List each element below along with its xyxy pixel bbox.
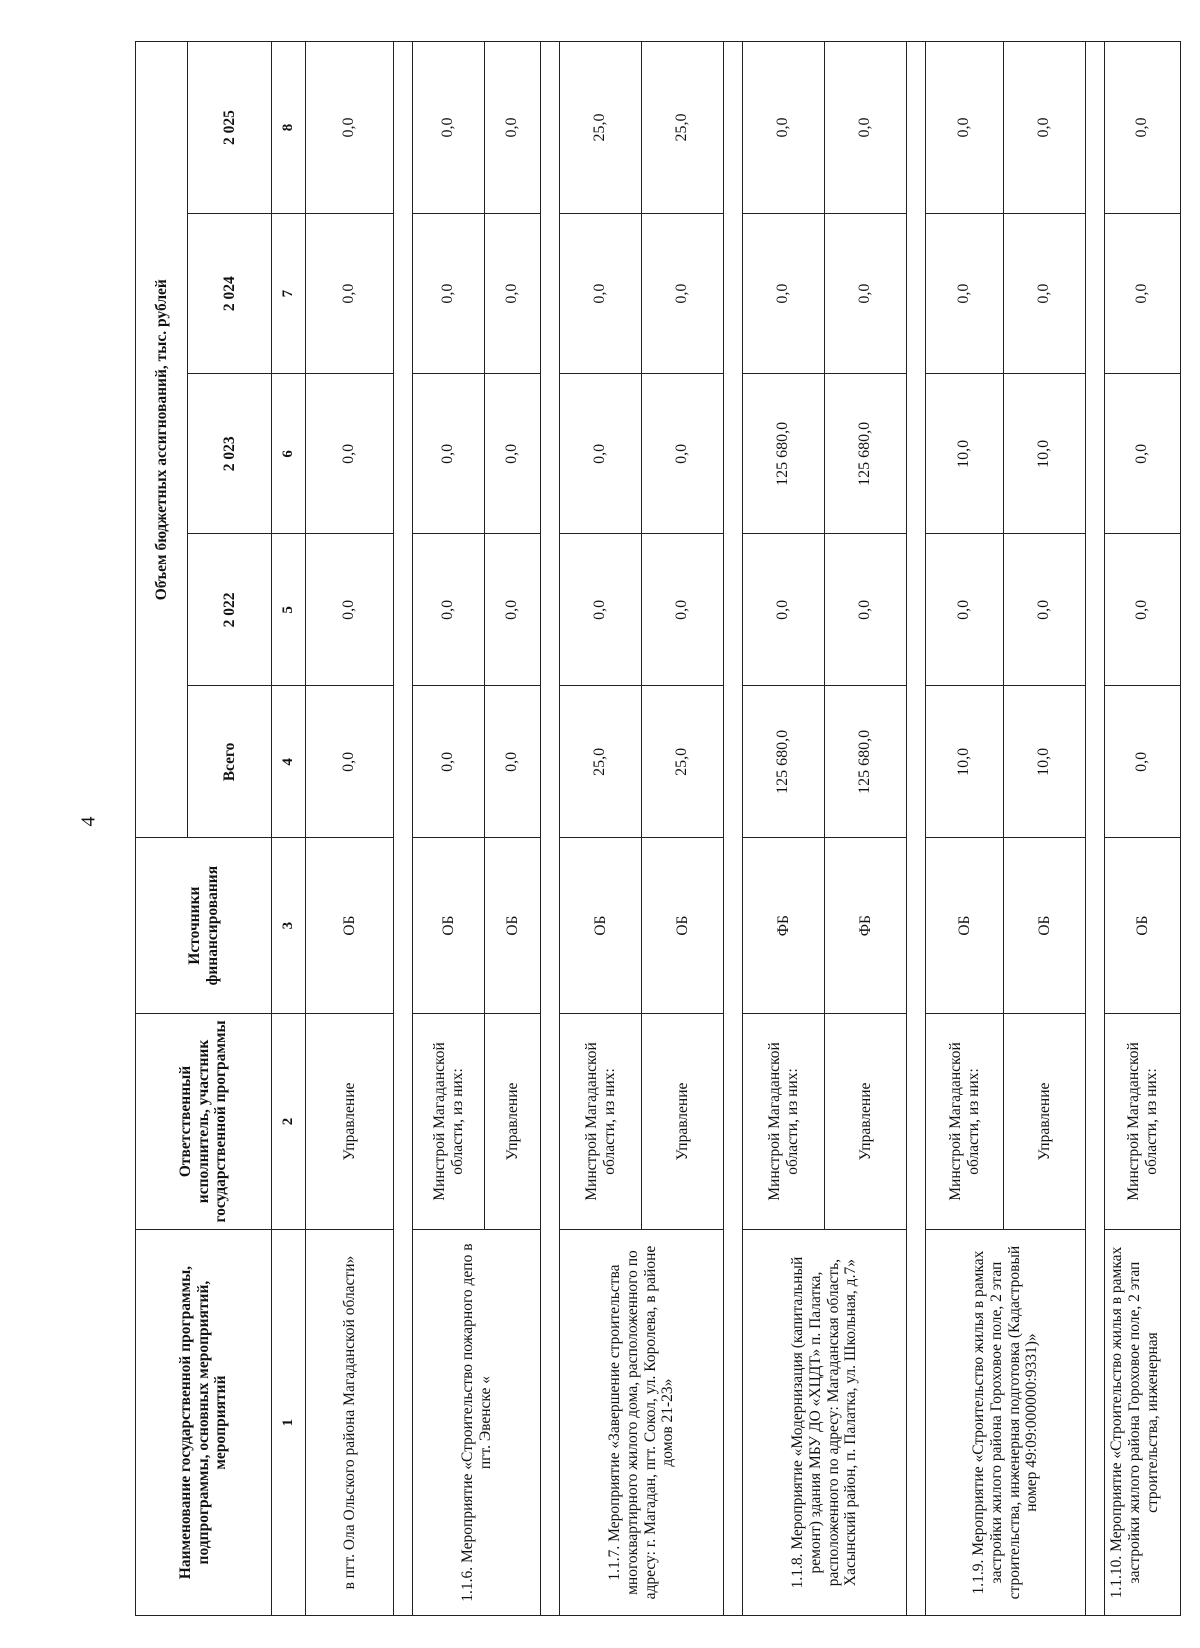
table-row: [743, 42, 825, 1616]
row-name: 1.1.8. Мероприятие «Модернизация (капитальный ремонт) здания МБУ ДО «ХЦДТ» п. Палатка, расположенного по адресу: Магаданская область, Хасынский район, п. Палатка, ул. Школьная, д.7»: [743, 1230, 907, 1616]
row-2024: 0,0: [306, 214, 394, 374]
table-row: [926, 42, 1004, 1616]
row-2023: 0,0: [1105, 374, 1181, 534]
page-number: 4: [77, 816, 100, 827]
row-2025: 0,0: [825, 42, 907, 214]
row-2022: 0,0: [485, 534, 541, 686]
row-total: 0,0: [413, 686, 485, 838]
row-executor: Минстрой Магаданской области, из них:: [743, 1013, 825, 1229]
row-total: 25,0: [642, 686, 724, 838]
row-executor: Управление: [825, 1013, 907, 1229]
row-2023: 0,0: [642, 374, 724, 534]
row-total: 10,0: [926, 686, 1004, 838]
row-name: 1.1.10. Мероприятие «Строительство жилья в рамках застройки жилого района Гороховое поле, 2 этап строительства, инженерная: [1105, 1230, 1181, 1616]
row-2022: 0,0: [413, 534, 485, 686]
row-2024: 0,0: [1105, 214, 1181, 374]
row-2022: 0,0: [560, 534, 642, 686]
row-2024: 0,0: [413, 214, 485, 374]
row-total: 10,0: [1004, 686, 1086, 838]
row-executor: Минстрой Магаданской области, из них:: [926, 1013, 1004, 1229]
table-row: [306, 42, 394, 1616]
row-2025: 25,0: [642, 42, 724, 214]
row-2023: 0,0: [485, 374, 541, 534]
column-number-row: [272, 42, 306, 1616]
column-number: 1: [272, 1230, 306, 1616]
row-2023: 0,0: [560, 374, 642, 534]
header-year-2023: 2 023: [188, 374, 272, 534]
row-2023: 10,0: [1004, 374, 1086, 534]
header-year-2025: 2 025: [188, 42, 272, 214]
row-2022: 0,0: [743, 534, 825, 686]
row-2023: 0,0: [413, 374, 485, 534]
row-name: 1.1.7. Мероприятие «Завершение строительства многоквартирного жилого дома, расположенного по адресу: г. Магадан, пгт. Сокол, ул. Королева, в районе домов 21-23»: [560, 1230, 724, 1616]
column-number: 2: [272, 1013, 306, 1229]
row-executor: Управление: [1004, 1013, 1086, 1229]
row-2025: 0,0: [1004, 42, 1086, 214]
row-source: ФБ: [825, 838, 907, 1013]
table-row: [413, 42, 485, 1616]
row-2022: 0,0: [306, 534, 394, 686]
column-number: 8: [272, 42, 306, 214]
column-number: 7: [272, 214, 306, 374]
row-2024: 0,0: [1004, 214, 1086, 374]
row-2024: 0,0: [825, 214, 907, 374]
row-source: ОБ: [1004, 838, 1086, 1013]
row-source: ОБ: [306, 838, 394, 1013]
row-2022: 0,0: [926, 534, 1004, 686]
header-year-2024: 2 024: [188, 214, 272, 374]
row-name: в пгт. Ола Ольского района Магаданской области»: [306, 1230, 394, 1616]
table-row: [1105, 42, 1181, 1616]
row-executor: Минстрой Магаданской области, из них:: [560, 1013, 642, 1229]
header-source: Источники финансирования: [136, 838, 272, 1013]
header-budget-group: Объем бюджетных ассигнований, тыс. рублей: [136, 42, 188, 838]
row-2025: 25,0: [560, 42, 642, 214]
row-source: ОБ: [926, 838, 1004, 1013]
row-2023: 10,0: [926, 374, 1004, 534]
header-total: Всего: [188, 686, 272, 838]
row-2023: 125 680,0: [743, 374, 825, 534]
row-total: 0,0: [485, 686, 541, 838]
row-2024: 0,0: [926, 214, 1004, 374]
row-total: 125 680,0: [825, 686, 907, 838]
row-source: ОБ: [1105, 838, 1181, 1013]
row-2024: 0,0: [642, 214, 724, 374]
row-2025: 0,0: [743, 42, 825, 214]
row-total: 25,0: [560, 686, 642, 838]
row-executor: Минстрой Магаданской области, из них:: [1105, 1013, 1181, 1229]
row-2022: 0,0: [825, 534, 907, 686]
row-total: 0,0: [306, 686, 394, 838]
row-executor: Минстрой Магаданской области, из них:: [413, 1013, 485, 1229]
row-2024: 0,0: [560, 214, 642, 374]
row-2025: 0,0: [926, 42, 1004, 214]
table-row: [560, 42, 642, 1616]
row-total: 0,0: [1105, 686, 1181, 838]
row-total: 125 680,0: [743, 686, 825, 838]
row-2025: 0,0: [485, 42, 541, 214]
row-source: ОБ: [413, 838, 485, 1013]
header-year-2022: 2 022: [188, 534, 272, 686]
budget-table: [135, 41, 1181, 1616]
row-executor: Управление: [306, 1013, 394, 1229]
row-2022: 0,0: [642, 534, 724, 686]
row-2023: 125 680,0: [825, 374, 907, 534]
row-2024: 0,0: [485, 214, 541, 374]
column-number: 5: [272, 534, 306, 686]
row-executor: Управление: [485, 1013, 541, 1229]
row-2022: 0,0: [1004, 534, 1086, 686]
row-name: 1.1.9. Мероприятие «Строительство жилья в рамках застройки жилого района Гороховое поле, 2 этап строительства, инженерная подготовка (Кадастровый номер 49:09:000000:9331)»: [926, 1230, 1086, 1616]
row-source: ОБ: [642, 838, 724, 1013]
row-2025: 0,0: [1105, 42, 1181, 214]
column-number: 6: [272, 374, 306, 534]
row-source: ФБ: [743, 838, 825, 1013]
row-name: 1.1.6. Мероприятие «Строительство пожарного депо в пгт. Эвенске «: [413, 1230, 541, 1616]
row-2025: 0,0: [306, 42, 394, 214]
rotated-table-container: [135, 41, 1161, 1616]
column-number: 4: [272, 686, 306, 838]
column-number: 3: [272, 838, 306, 1013]
row-2023: 0,0: [306, 374, 394, 534]
row-source: ОБ: [485, 838, 541, 1013]
row-2022: 0,0: [1105, 534, 1181, 686]
header-executor: Ответственный исполнитель, участник государственной программы: [136, 1013, 272, 1229]
row-2025: 0,0: [413, 42, 485, 214]
row-source: ОБ: [560, 838, 642, 1013]
row-2024: 0,0: [743, 214, 825, 374]
row-executor: Управление: [642, 1013, 724, 1229]
header-name: Наименование государственной программы, подпрограммы, основных мероприятий, мероприятий: [136, 1230, 272, 1616]
